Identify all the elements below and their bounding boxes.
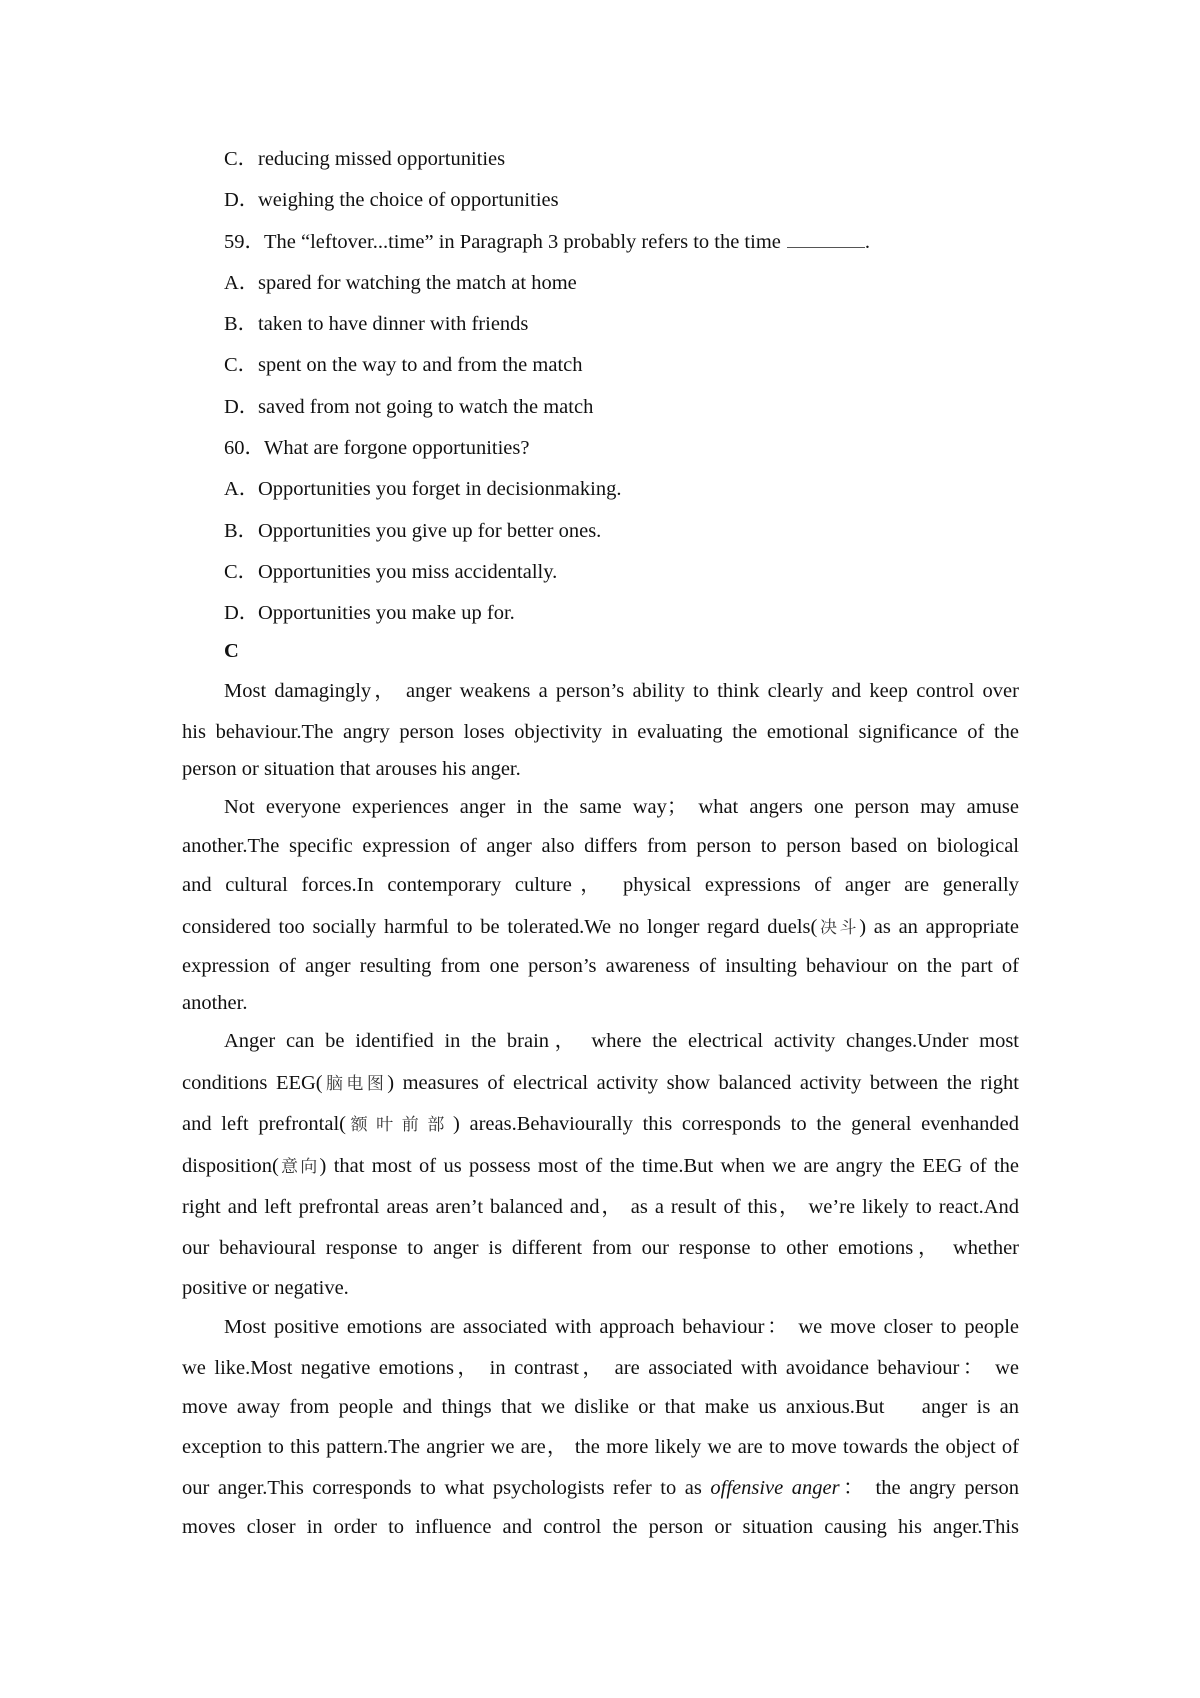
option-text: spent on the way to and from the match bbox=[258, 354, 583, 376]
chinese-gloss: 决斗 bbox=[817, 918, 860, 938]
q60-option-d bbox=[224, 600, 515, 626]
passage-line: and cultural forces.In contemporary culture， physical expressions of anger are generally bbox=[182, 874, 1019, 896]
section-heading: C bbox=[224, 640, 239, 662]
passage-text: ) as an appropriate bbox=[859, 916, 1020, 938]
option-text: spared for watching the match at home bbox=[258, 272, 577, 294]
option-text: saved from not going to watch the match bbox=[258, 396, 594, 418]
passage-line: expression of anger resulting from one person’s awareness of insulting behaviour on the part of bbox=[182, 955, 1019, 977]
option-label: B． bbox=[224, 520, 259, 542]
passage-line bbox=[182, 1111, 1019, 1138]
passage-line: his behaviour.The angry person loses objectivity in evaluating the emotional significance of the bbox=[182, 721, 1019, 743]
emphasized-term: offensive anger bbox=[710, 1477, 840, 1499]
option-label: C． bbox=[224, 354, 259, 376]
passage-text: and left prefrontal( bbox=[182, 1113, 346, 1135]
option-text: Opportunities you make up for. bbox=[258, 602, 515, 624]
passage-line: Most positive emotions are associated with approach behaviour： we move closer to people bbox=[224, 1316, 1019, 1338]
passage-line: moves closer in order to influence and control the person or situation causing his anger.This bbox=[182, 1516, 1019, 1538]
option-label: C． bbox=[224, 561, 259, 583]
option-label: D． bbox=[224, 396, 260, 418]
option-text: Opportunities you miss accidentally. bbox=[258, 561, 558, 583]
q59-option-b bbox=[224, 311, 528, 337]
passage-line: exception to this pattern.The angrier we are， the more likely we are to move towards the object of bbox=[182, 1436, 1019, 1458]
chinese-gloss: 意向 bbox=[278, 1157, 320, 1177]
q59-option-d bbox=[224, 394, 593, 420]
passage-line: Most damagingly， anger weakens a person’s ability to think clearly and keep control over bbox=[224, 680, 1019, 702]
passage-line: move away from people and things that we dislike or that make us anxious.But anger is an bbox=[182, 1396, 1019, 1418]
q60-option-c bbox=[224, 559, 557, 585]
option-label: D． bbox=[224, 189, 260, 211]
passage-line: Anger can be identified in the brain， where the electrical activity changes.Under most bbox=[224, 1030, 1019, 1052]
option-label: C． bbox=[224, 148, 259, 170]
passage-text: ) that most of us possess most of the time.But when we are angry the EEG of the bbox=[319, 1155, 1020, 1177]
passage-text: ： the angry person bbox=[839, 1477, 1019, 1499]
option-label: A． bbox=[224, 272, 260, 294]
passage-text: our anger.This corresponds to what psychologists refer to as bbox=[182, 1477, 711, 1499]
question-number: 59． bbox=[224, 231, 265, 253]
passage-line: positive or negative. bbox=[182, 1277, 349, 1299]
passage-line bbox=[182, 1153, 1019, 1180]
q59-option-c bbox=[224, 352, 583, 378]
passage-text: disposition( bbox=[182, 1155, 279, 1177]
passage-text: ) areas.Behaviourally this corresponds to the general evenhanded bbox=[452, 1113, 1020, 1135]
option-label: B． bbox=[224, 313, 259, 335]
chinese-gloss: 脑电图 bbox=[322, 1074, 388, 1094]
option-text: reducing missed opportunities bbox=[258, 148, 506, 170]
q58-option-c bbox=[224, 146, 505, 172]
q59-stem bbox=[224, 229, 870, 255]
question-text: What are forgone opportunities? bbox=[264, 437, 530, 459]
q60-option-b bbox=[224, 518, 601, 544]
answer-blank bbox=[787, 229, 865, 248]
option-text: Opportunities you give up for better ones. bbox=[258, 520, 602, 542]
passage-line bbox=[182, 1070, 1019, 1097]
passage-line bbox=[182, 1475, 1019, 1501]
passage-text: conditions EEG( bbox=[182, 1072, 323, 1094]
q60-option-a bbox=[224, 476, 621, 502]
option-text: Opportunities you forget in decisionmaking. bbox=[258, 478, 622, 500]
q58-option-d bbox=[224, 187, 559, 213]
option-label: D． bbox=[224, 602, 260, 624]
question-end: . bbox=[864, 231, 870, 253]
passage-line: another. bbox=[182, 992, 248, 1014]
option-text: weighing the choice of opportunities bbox=[258, 189, 559, 211]
passage-line: right and left prefrontal areas aren’t balanced and， as a result of this， we’re likely to react.And bbox=[182, 1196, 1019, 1218]
question-number: 60． bbox=[224, 437, 265, 459]
question-text: The “leftover...time” in Paragraph 3 probably refers to the time bbox=[264, 231, 781, 253]
passage-line: person or situation that arouses his anger. bbox=[182, 758, 521, 780]
passage-text: ) measures of electrical activity show balanced activity between the right bbox=[387, 1072, 1019, 1094]
passage-line: Not everyone experiences anger in the same way； what angers one person may amuse bbox=[224, 796, 1019, 818]
passage-text: considered too socially harmful to be tolerated.We no longer regard duels( bbox=[182, 916, 818, 938]
option-label: A． bbox=[224, 478, 260, 500]
passage-line: we like.Most negative emotions， in contrast， are associated with avoidance behaviour： we bbox=[182, 1357, 1019, 1379]
chinese-gloss: 额叶前部 bbox=[346, 1115, 453, 1135]
passage-line: our behavioural response to anger is different from our response to other emotions， whether bbox=[182, 1237, 1019, 1259]
passage-line bbox=[182, 914, 1019, 941]
option-text: taken to have dinner with friends bbox=[258, 313, 529, 335]
q59-option-a bbox=[224, 270, 577, 296]
q60-stem bbox=[224, 435, 529, 461]
passage-line: another.The specific expression of anger also differs from person to person based on biological bbox=[182, 835, 1019, 857]
